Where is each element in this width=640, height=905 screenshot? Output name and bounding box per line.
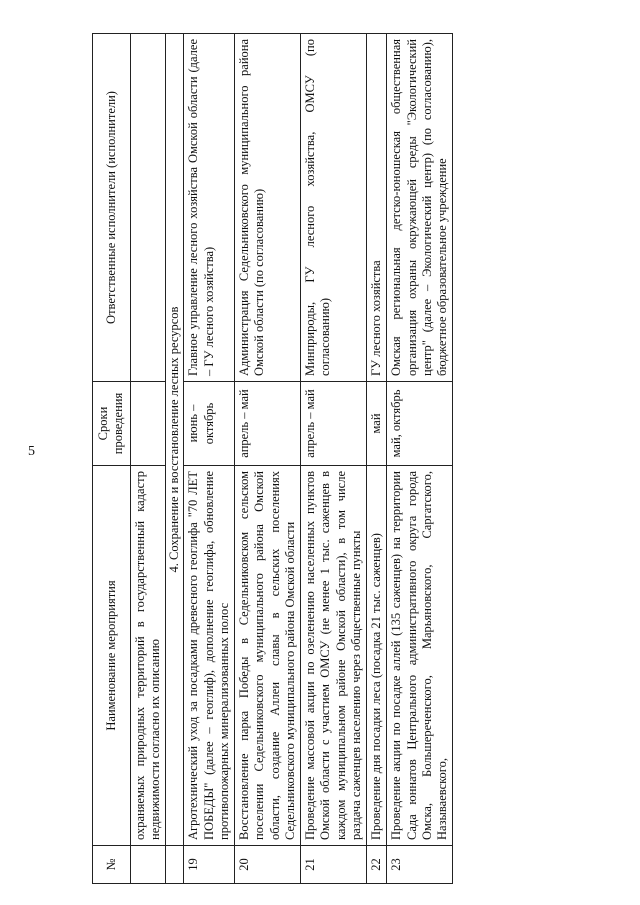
row-executors: ГУ лесного хозяйства	[367, 34, 387, 382]
row-executors: Главное управление лесного хозяйства Омской области (далее – ГУ лесного хозяйства)	[184, 34, 235, 382]
row-num: 21	[301, 846, 367, 884]
row-num: 20	[235, 846, 301, 884]
row-num: 23	[387, 846, 453, 884]
section-row	[166, 34, 184, 884]
row-name: Проведение акции по посадке аллей (135 саженцев) на территории Сада юннатов Центрального административного округа города Омска, Большереченского, Марьяновского, Саргатского, Называевского,	[387, 466, 453, 846]
table-row	[301, 34, 367, 884]
table-row	[184, 34, 235, 884]
table-row	[130, 34, 166, 884]
header-num: №	[93, 846, 131, 884]
row-name: Проведение массовой акции по озеленению населенных пунктов Омской области с участием ОМСУ (не менее 1 тыс. саженцев в каждом муниципальном районе Омской области), в том числе раздача саженцев населению через общественные пункты	[301, 466, 367, 846]
table-row	[235, 34, 301, 884]
header-executors: Ответственные исполнители (исполнители)	[93, 34, 131, 382]
row-executors	[130, 34, 166, 382]
row-term	[130, 382, 166, 466]
header-term: Сроки проведения	[93, 382, 131, 466]
section-title: 4. Сохранение и восстановление лесных ресурсов	[166, 34, 184, 846]
row-term: апрель – май	[301, 382, 367, 466]
row-term: май, октябрь	[387, 382, 453, 466]
page-number: 5	[28, 444, 35, 459]
row-executors: Минприроды, ГУ лесного хозяйства, ОМСУ (по согласованию)	[301, 34, 367, 382]
row-name: охраняемых природных территорий в государственный кадастр недвижимости согласно их описанию	[130, 466, 166, 846]
row-executors: Омская региональная детско-юношеская общественная организация охраны окружающей среды "Экологический центр" (далее – Экологический центр) (по согласованию), бюджетное образовательное учреждение	[387, 34, 453, 382]
row-term: апрель – май	[235, 382, 301, 466]
row-num: 22	[367, 846, 387, 884]
section-num	[166, 846, 184, 884]
row-name: Проведение дня посадки леса (посадка 21 тыс. саженцев)	[367, 466, 387, 846]
measures-table	[92, 33, 453, 884]
row-term: май	[367, 382, 387, 466]
row-num: 19	[184, 846, 235, 884]
row-num	[130, 846, 166, 884]
table-row	[367, 34, 387, 884]
rotated-table-page	[92, 34, 562, 884]
row-executors: Администрация Седельниковского муниципального района Омской области (по согласованию)	[235, 34, 301, 382]
header-name: Наименование мероприятия	[93, 466, 131, 846]
table-row	[387, 34, 453, 884]
row-name: Агротехнический уход за посадками древесного геоглифа "70 ЛЕТ ПОБЕДЫ" (далее – геоглиф), дополнение геоглифа, обновление противопожарных минерализованных полос	[184, 466, 235, 846]
table-header-row	[93, 34, 131, 884]
row-term: июнь – октябрь	[184, 382, 235, 466]
row-name: Восстановление парка Победы в Седельниковском сельском поселении Седельниковского муниципального района Омской области, создание Аллеи славы в сельских поселениях Седельниковского муниципального района Омской области	[235, 466, 301, 846]
